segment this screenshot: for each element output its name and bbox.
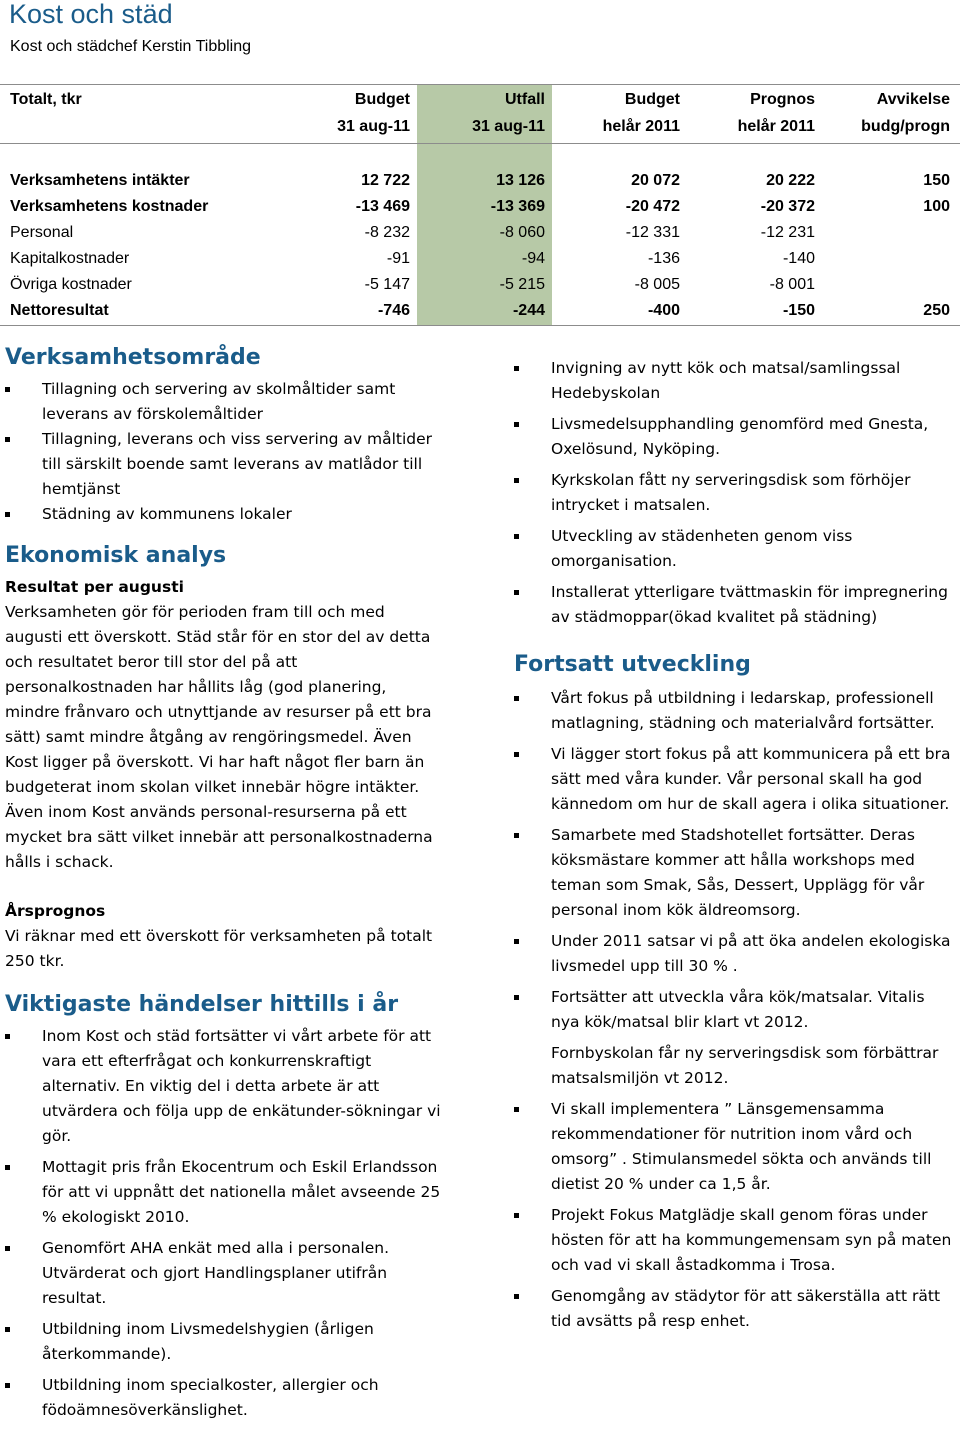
list-item [514,356,954,406]
row-prognos: -20 372 [760,198,815,215]
fortsatt-heading: Fortsatt utveckling [514,652,751,677]
row-budget-year: -136 [647,250,680,267]
row-budget: -746 [377,302,410,319]
table-row [0,220,960,246]
row-label: Övriga kostnader [10,276,132,293]
row-budget-year: -12 331 [625,224,680,241]
row-prognos: -8 001 [769,276,815,293]
header-prognos-period: helår 2011 [737,118,815,135]
table-row [0,298,960,324]
list-item-text: Invigning av nytt kök och matsal/samlingssal Hedebyskolan [551,359,901,402]
list-item-text: Vi lägger stort fokus på att kommunicera på ett bra sätt med våra kunder. Vår personal skall ha god kännedom om hur de skall agera i olika situationer. [551,745,951,813]
resultat-heading: Resultat per augusti [5,578,184,596]
row-budget: 12 722 [361,172,410,189]
viktigaste-list [5,1024,445,1423]
arsprognos-heading: Årsprognos [5,902,106,920]
row-label: Verksamhetens kostnader [10,198,209,215]
table-header-border [0,143,960,144]
list-item [514,412,954,462]
resultat-text: Verksamheten gör för perioden fram till och med augusti ett överskott. Städ står för en stor del av detta och resultatet beror till stor del på att personalkostnaden har hållits låg (god planering, mindre frånvaro och utnyttjande av resurser på ett bra sätt) samt mindre åtgång av rengöringsmedel. Även Kost ligger på överskott. Vi har haft något fler barn än budgeterat inom skolan vilket innebär högre intäkter. Även inom Kost används personal-resurserna på ett mycket bra sätt vilket innebär att personalkostnaderna hålls i schack. [5,603,433,871]
list-item [514,823,954,923]
header-utfall: Utfall [505,91,545,108]
header-avvikelse: Avvikelse [876,91,950,108]
list-item-text: Utbildning inom specialkoster, allergier och födoämnesöverkänslighet. [42,1376,379,1419]
header-avvikelse-sub: budg/progn [861,118,950,135]
list-item-text: Kyrkskolan fått ny serveringsdisk som förhöjer intrycket i matsalen. [551,471,911,514]
row-utfall: -8 060 [499,224,545,241]
ekonomisk-heading: Ekonomisk analys [5,543,227,568]
viktigaste-heading: Viktigaste händelser hittills i år [5,992,399,1017]
left-column [5,343,445,1423]
list-item-text: Städning av kommunens lokaler [42,505,292,523]
bullet-icon [5,1165,10,1170]
fortsatt-list [514,686,954,1334]
table-header-row-1 [0,87,960,113]
list-item [5,1024,445,1149]
list-item-text: Livsmedelsupphandling genomförd med Gnesta, Oxelösund, Nyköping. [551,415,929,458]
list-item-text: Genomgång av städytor för att säkerställa att rätt tid avsätts på resp enhet. [551,1287,941,1330]
table-row [0,168,960,194]
bullet-icon [5,1246,10,1251]
bullet-icon [514,1213,519,1218]
list-item [5,502,445,527]
row-prognos: 20 222 [766,172,815,189]
row-avvikelse: 100 [923,198,950,215]
list-item [5,1373,445,1423]
header-budget: Budget [354,91,410,108]
row-utfall: -94 [521,250,545,267]
table-row [0,246,960,272]
row-budget-year: 20 072 [631,172,680,189]
list-item-text: Fortsätter att utveckla våra kök/matsalar. Vitalis nya kök/matsal blir klart vt 2012. [551,988,925,1031]
list-item [5,377,445,427]
list-item [5,1236,445,1311]
list-item-text: Vårt fokus på utbildning i ledarskap, professionell matlagning, städning och materialvård fortsätter. [551,689,935,732]
list-item [514,985,954,1035]
list-item-text: Installerat ytterligare tvättmaskin för impregnering av städmoppar(ökad kvalitet på städning) [551,583,948,626]
list-item [514,468,954,518]
bullet-icon [514,534,519,539]
header-budget-year-period: helår 2011 [602,118,680,135]
row-budget: -8 232 [364,224,410,241]
list-item [514,524,954,574]
bullet-icon [514,1107,519,1112]
list-item [514,742,954,817]
header-prognos: Prognos [750,91,815,108]
list-item-text: Samarbete med Stadshotellet fortsätter. Deras köksmästare kommer att hålla workshops med teman som Smak, Sås, Dessert, Upplägg för vår personal inom kök äldreomsorg. [551,826,925,919]
bullet-icon [514,366,519,371]
bullet-icon [514,422,519,427]
row-budget: -13 469 [355,198,410,215]
row-utfall: 13 126 [496,172,545,189]
list-item-text: Genomfört AHA enkät med alla i personalen. Utvärderat och gjort Handlingsplaner utifrån resultat. [42,1239,390,1307]
list-item-text: Under 2011 satsar vi på att öka andelen ekologiska livsmedel upp till 30 % . [551,932,951,975]
list-item [5,1317,445,1367]
list-item [514,929,954,979]
list-item-text: Tillagning, leverans och viss servering av måltider till särskilt boende samt leverans av matlådor till hemtjänst [42,430,433,498]
table-header-row-2 [0,114,960,140]
header-utfall-period: 31 aug-11 [472,118,545,135]
bullet-icon [5,437,10,442]
bullet-icon [514,590,519,595]
row-budget-year: -20 472 [625,198,680,215]
list-item [514,580,954,630]
list-item-text: Projekt Fokus Matglädje skall genom föras under hösten för att ha kommungemensam syn på maten och vad vi skall åstadkomma i Trosa. [551,1206,952,1274]
table-top-border [0,84,960,85]
row-label: Verksamhetens intäkter [10,172,190,189]
list-item-continuation [514,1041,954,1091]
row-prognos: -150 [782,302,815,319]
list-item-text: Utveckling av städenheten genom viss omorganisation. [551,527,853,570]
list-item [5,427,445,502]
table-row [0,194,960,220]
header-budget-period: 31 aug-11 [337,118,410,135]
row-budget: -5 147 [364,276,410,293]
list-item [5,1155,445,1230]
bullet-icon [514,833,519,838]
arsprognos-text: Vi räknar med ett överskott för verksamheten på totalt 250 tkr. [5,927,433,970]
row-budget: -91 [386,250,410,267]
bullet-icon [514,1294,519,1299]
list-item [514,1284,954,1334]
bullet-icon [514,478,519,483]
verksamhet-list [5,377,445,527]
bullet-icon [514,939,519,944]
row-avvikelse: 150 [923,172,950,189]
right-column [514,356,954,1334]
list-item-text: Tillagning och servering av skolmåltider samt leverans av förskolemåltider [42,380,396,423]
header-label: Totalt, tkr [10,91,82,108]
row-budget-year: -400 [647,302,680,319]
table-bottom-border [0,325,960,326]
bullet-icon [514,752,519,757]
row-utfall: -13 369 [490,198,545,215]
bullet-icon [5,387,10,392]
bullet-icon [5,1034,10,1039]
list-item-text: Fornbyskolan får ny serveringsdisk som förbättrar matsalsmiljön vt 2012. [551,1044,939,1087]
list-item-text: Utbildning inom Livsmedelshygien (årligen återkommande). [42,1320,374,1363]
row-utfall: -244 [512,302,545,319]
row-label: Personal [10,224,74,241]
list-item-text: Vi skall implementera ” Länsgemensamma rekommendationer för nutrition inom vård och omsorg” . Stimulansmedel sökta och används till dietist 20 % under ca 1,5 år. [551,1100,932,1193]
row-avvikelse: 250 [923,302,950,319]
table-row [0,272,960,298]
bullet-icon [514,696,519,701]
bullet-icon [5,1327,10,1332]
row-prognos: -140 [782,250,815,267]
bullet-icon [5,512,10,517]
list-item-text: Mottagit pris från Ekocentrum och Eskil Erlandsson för att vi uppnått det nationella målet avseende 25 % ekologiskt 2010. [42,1158,441,1226]
verksamhet-heading: Verksamhetsområde [5,345,261,370]
row-label: Kapitalkostnader [10,250,130,267]
right-top-list [514,356,954,630]
bullet-icon [5,1383,10,1388]
list-item [514,1203,954,1278]
list-item [514,1097,954,1197]
row-budget-year: -8 005 [634,276,680,293]
row-utfall: -5 215 [499,276,545,293]
list-item [514,686,954,736]
list-item-text: Inom Kost och städ fortsätter vi vårt arbete för att vara ett efterfrågat och konkurrenskraftigt alternativ. En viktig del i detta arbete är att utvärdera och följa upp de enkätunder-sökningar vi gör. [42,1027,441,1145]
page-subtitle: Kost och städchef Kerstin Tibbling [10,38,252,55]
row-prognos: -12 231 [760,224,815,241]
page-title: Kost och städ [9,0,173,29]
bullet-icon [514,995,519,1000]
row-label: Nettoresultat [10,302,109,319]
header-budget-year: Budget [624,91,680,108]
